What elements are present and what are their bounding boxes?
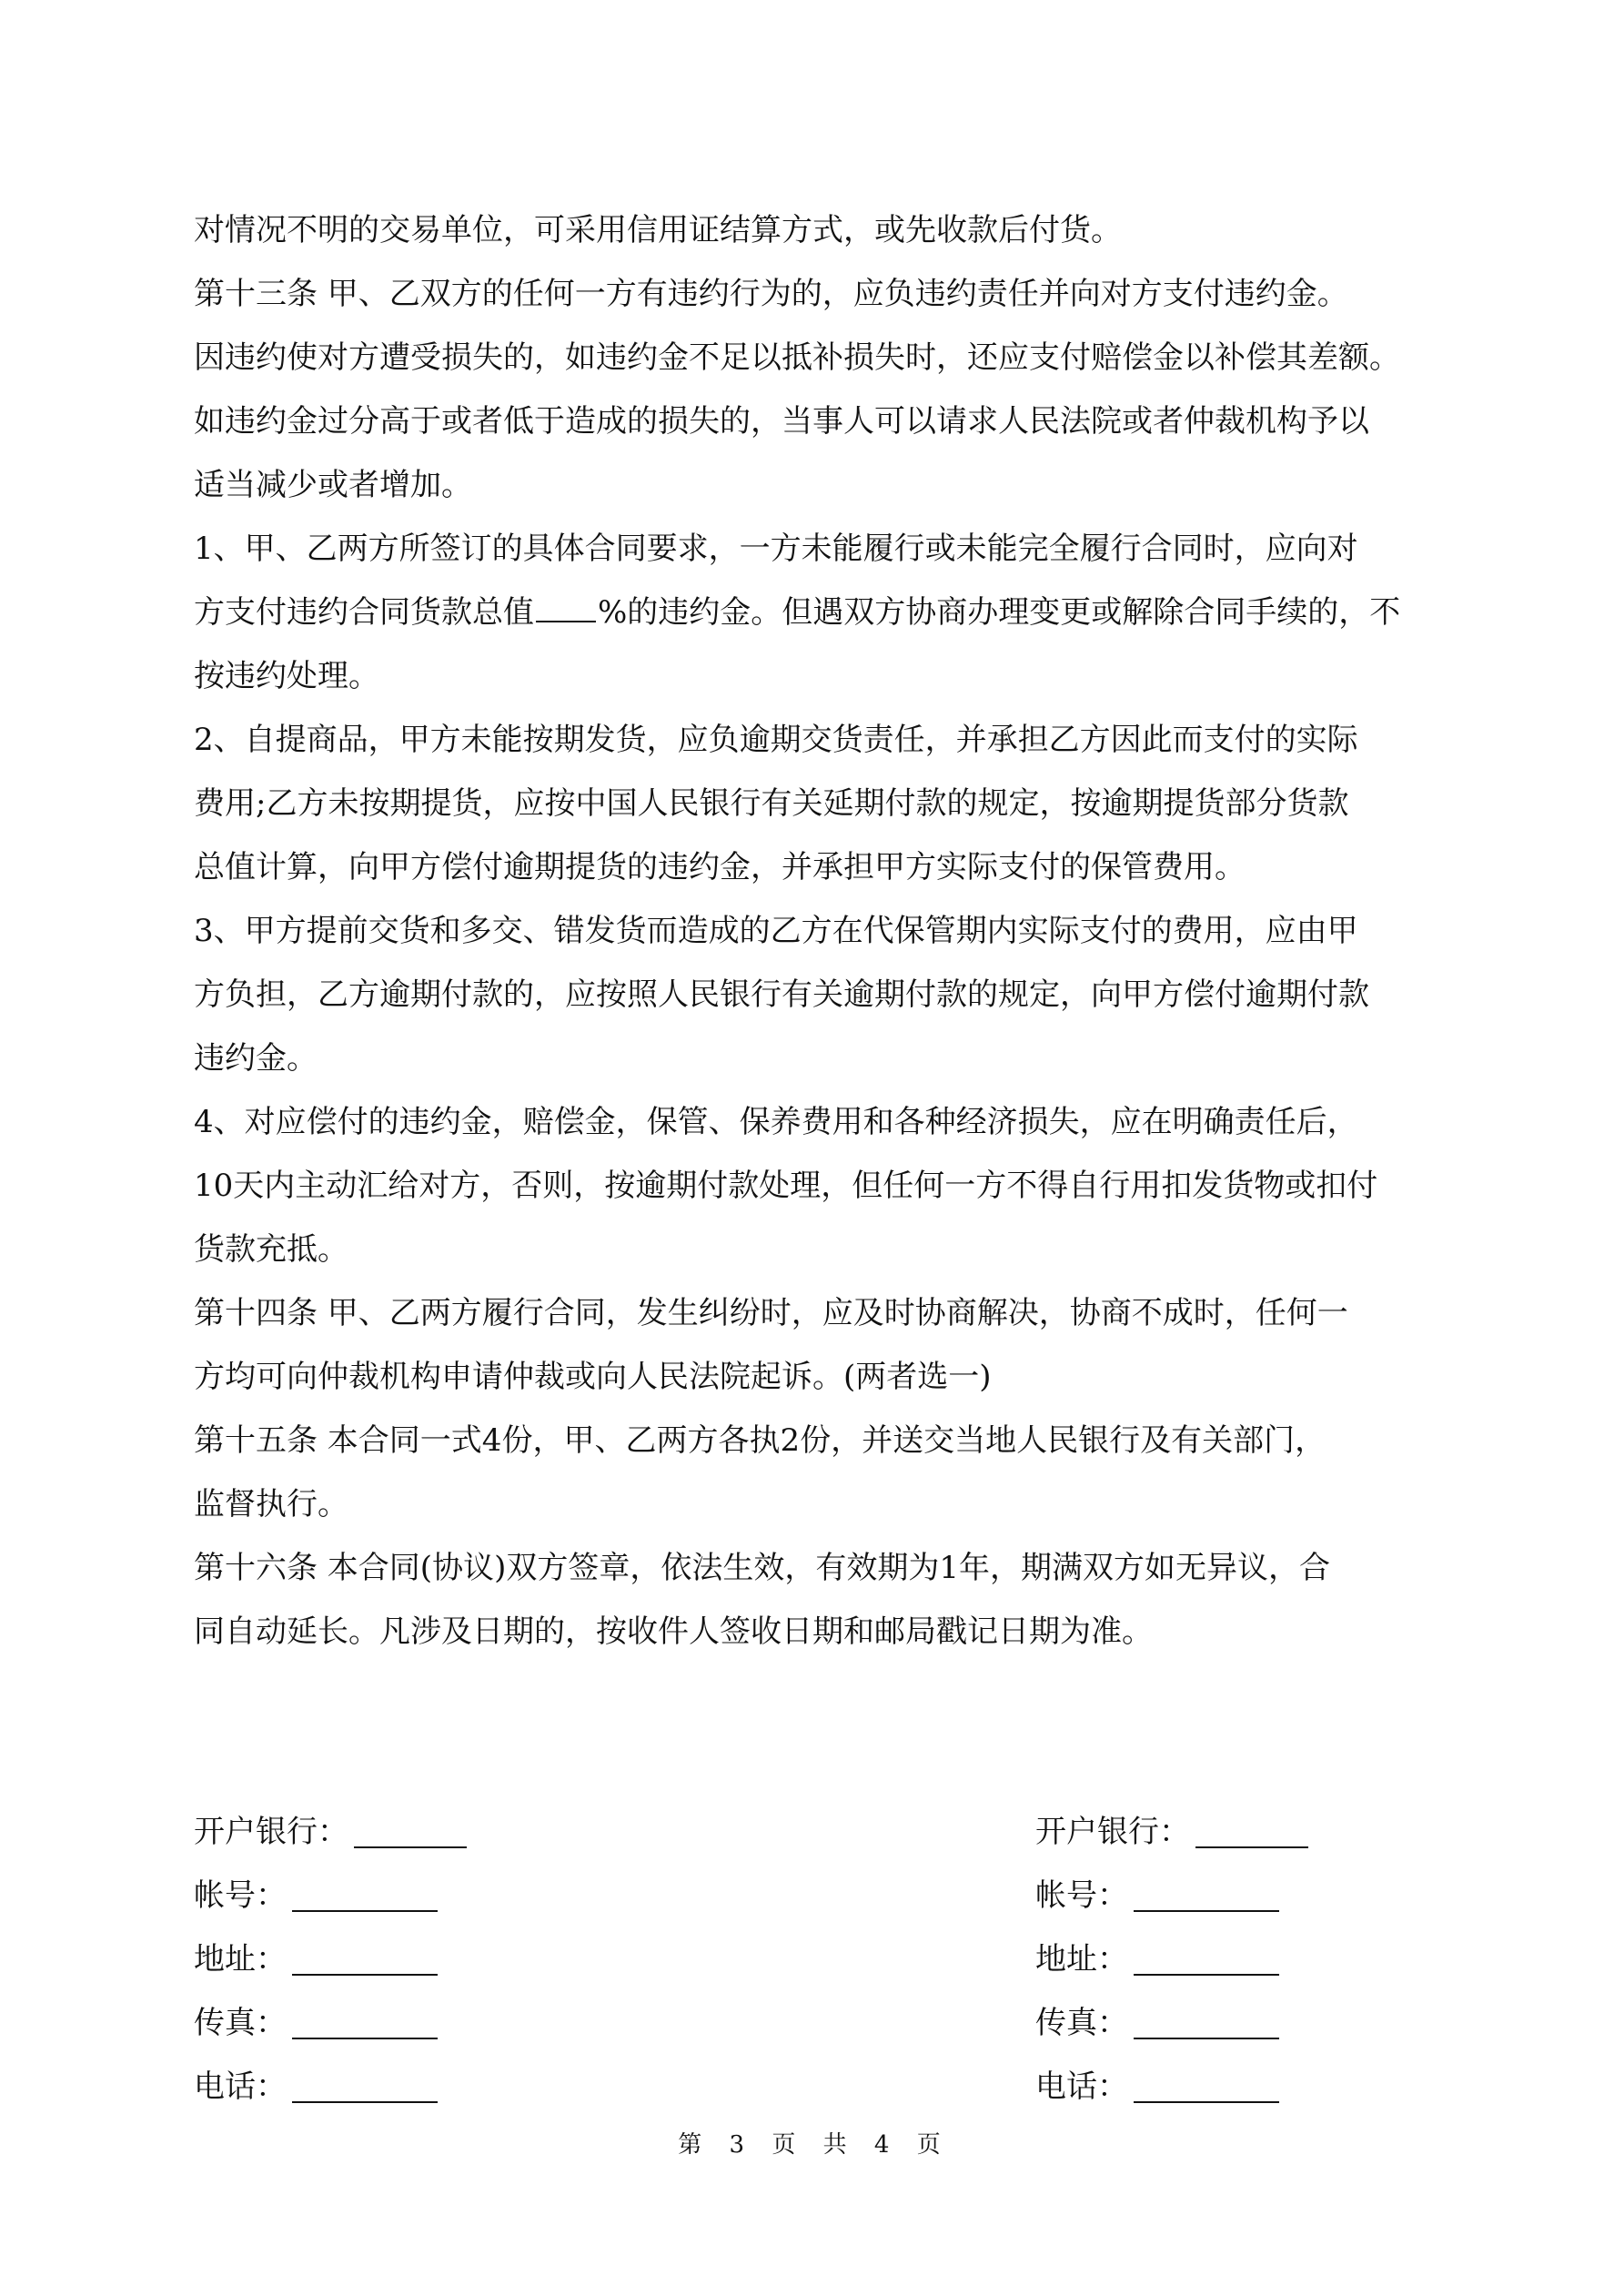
fax-row xyxy=(1035,1991,1490,2055)
text-line: 监督执行。 xyxy=(194,1486,348,1522)
text-line: 按违约处理。 xyxy=(194,658,379,694)
article-14-line: 第十四条 甲、乙两方履行合同，发生纠纷时，应及时协商解决，协商不成时，任何一 xyxy=(194,1295,1348,1331)
bank-field[interactable] xyxy=(354,1816,467,1848)
fax-label: 传真： xyxy=(194,2005,287,2041)
text-segment: %的违约金。但遇双方协商办理变更或解除合同手续的，不 xyxy=(598,594,1401,631)
account-row xyxy=(194,1864,649,1927)
account-label: 帐号： xyxy=(194,1877,287,1914)
account-field[interactable] xyxy=(1134,1879,1279,1912)
clause-2-line: 2、自提商品，甲方未能按期发货，应负逾期交货责任，并承担乙方因此而支付的实际 xyxy=(194,722,1358,758)
party-a-signature-block xyxy=(194,1800,649,2119)
text-line: 适当减少或者增加。 xyxy=(194,467,472,503)
clause-3-line: 3、甲方提前交货和多交、错发货而造成的乙方在代保管期内实际支付的费用，应由甲 xyxy=(194,913,1358,949)
text-line: 对情况不明的交易单位，可采用信用证结算方式，或先收款后付货。 xyxy=(194,212,1122,248)
address-row xyxy=(1035,1927,1490,1991)
text-line-with-blank xyxy=(194,581,1440,644)
fax-label: 传真： xyxy=(1035,2005,1128,2041)
bank-field[interactable] xyxy=(1195,1816,1308,1848)
text-line: 总值计算，向甲方偿付逾期提货的违约金，并承担甲方实际支付的保管费用。 xyxy=(194,849,1246,885)
address-field[interactable] xyxy=(292,1943,438,1976)
article-15-line: 第十五条 本合同一式4份，甲、乙两方各执2份，并送交当地人民银行及有关部门， xyxy=(194,1422,1326,1459)
bank-label: 开户银行： xyxy=(1035,1814,1190,1850)
text-line: 同自动延长。凡涉及日期的，按收件人签收日期和邮局戳记日期为准。 xyxy=(194,1613,1153,1650)
phone-label: 电话： xyxy=(194,2068,287,2105)
clause-1-line: 1、甲、乙两方所签订的具体合同要求，一方未能履行或未能完全履行合同时，应向对 xyxy=(194,531,1358,567)
phone-row xyxy=(1035,2055,1490,2119)
article-13-line: 第十三条 甲、乙双方的任何一方有违约行为的，应负违约责任并向对方支付违约金。 xyxy=(194,276,1348,312)
text-line: 因违约使对方遭受损失的，如违约金不足以抵补损失时，还应支付赔偿金以补偿其差额。 xyxy=(194,339,1400,376)
bank-label: 开户银行： xyxy=(194,1814,348,1850)
text-segment: 方支付违约合同货款总值 xyxy=(194,594,534,631)
address-row xyxy=(194,1927,649,1991)
phone-field[interactable] xyxy=(1134,2070,1279,2103)
text-line: 费用;乙方未按期提货，应按中国人民银行有关延期付款的规定，按逾期提货部分货款 xyxy=(194,785,1349,822)
fax-row xyxy=(194,1991,649,2055)
phone-field[interactable] xyxy=(292,2070,438,2103)
text-line: 10天内主动汇给对方，否则，按逾期付款处理，但任何一方不得自行用扣发货物或扣付 xyxy=(194,1168,1378,1204)
account-field[interactable] xyxy=(292,1879,438,1912)
bank-row xyxy=(1035,1800,1490,1864)
fax-field[interactable] xyxy=(292,2007,438,2039)
text-line: 方均可向仲裁机构申请仲裁或向人民法院起诉。(两者选一) xyxy=(194,1359,992,1395)
text-line: 如违约金过分高于或者低于造成的损失的，当事人可以请求人民法院或者仲裁机构予以 xyxy=(194,403,1369,440)
page-number-footer: 第 3 页 共 4 页 xyxy=(678,2131,946,2159)
text-line: 方负担，乙方逾期付款的，应按照人民银行有关逾期付款的规定，向甲方偿付逾期付款 xyxy=(194,976,1369,1013)
party-b-signature-block xyxy=(1035,1800,1490,2119)
clause-4-line: 4、对应偿付的违约金，赔偿金，保管、保养费用和各种经济损失，应在明确责任后， xyxy=(194,1104,1358,1140)
address-label: 地址： xyxy=(194,1941,287,1977)
article-16-line: 第十六条 本合同(协议)双方签章，依法生效，有效期为1年，期满双方如无异议，合 xyxy=(194,1550,1330,1586)
phone-row xyxy=(194,2055,649,2119)
account-label: 帐号： xyxy=(1035,1877,1128,1914)
percentage-blank-field[interactable] xyxy=(536,593,596,622)
fax-field[interactable] xyxy=(1134,2007,1279,2039)
address-label: 地址： xyxy=(1035,1941,1128,1977)
text-line: 违约金。 xyxy=(194,1040,318,1077)
phone-label: 电话： xyxy=(1035,2068,1128,2105)
bank-row xyxy=(194,1800,649,1864)
document-body xyxy=(194,198,1440,1664)
text-line: 货款充抵。 xyxy=(194,1231,348,1268)
account-row xyxy=(1035,1864,1490,1927)
address-field[interactable] xyxy=(1134,1943,1279,1976)
